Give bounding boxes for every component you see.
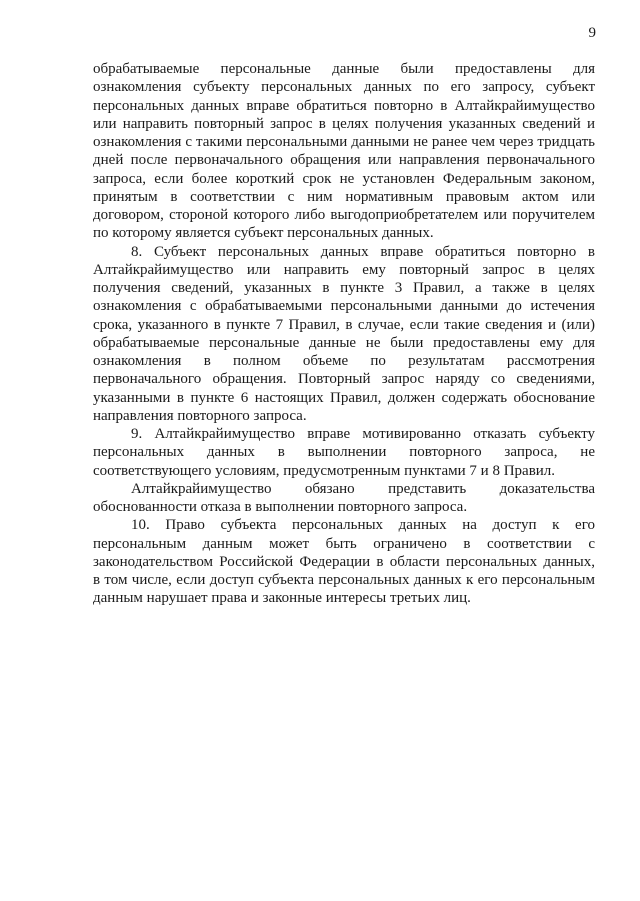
paragraph-p-9: [93, 425, 595, 480]
text-line: срока, указанного в пункте 7 Правил, в случае, если такие сведения и (или): [93, 316, 595, 333]
text-line: направления повторного запроса.: [93, 407, 307, 424]
document-body: [93, 60, 595, 608]
text-line: первоначального обращения. Повторный запрос наряду со сведениями,: [93, 371, 595, 388]
text-line: дней после первоначального обращения или направления первоначального: [93, 152, 595, 169]
text-line: в том числе, если доступ субъекта персональных данных к его персональным: [93, 572, 595, 588]
text-line: Алтайкрайимущество обязано представить доказательства: [131, 480, 595, 497]
text-line: или направить повторный запрос в целях получения указанных сведений и: [93, 115, 595, 132]
page-number: 9: [588, 25, 596, 41]
text-line: законодательством Российской Федерации в области персональных данных,: [93, 553, 595, 570]
text-line: по которому является субъект персональных данных.: [93, 225, 434, 242]
text-line: Алтайкрайимущество или направить ему повторный запрос в целях: [93, 261, 595, 278]
paragraph-p-10: [93, 516, 595, 607]
text-line: 10. Право субъекта персональных данных на доступ к его: [131, 517, 595, 534]
text-line: запроса, если более короткий срок не установлен Федеральным законом,: [93, 170, 595, 187]
text-line: ознакомления в полном объеме по результатам рассмотрения: [93, 353, 595, 369]
paragraph-p-9b: [93, 480, 595, 517]
text-line: ознакомления субъекту персональных данных по его запросу, субъект: [93, 79, 595, 96]
text-line: обрабатываемые персональные данные были предоставлены для: [93, 61, 595, 77]
text-line: данным нарушает права и законные интересы третьих лиц.: [93, 590, 471, 607]
paragraph-p-continuation: [93, 60, 595, 243]
text-line: 8. Субъект персональных данных вправе обратиться повторно в: [131, 243, 595, 260]
text-line: ознакомления с обрабатываемыми персональными данными до истечения: [93, 298, 595, 315]
paragraph-p-8: [93, 243, 595, 426]
text-line: персональных данных в выполнении повторного запроса, не: [93, 444, 595, 461]
text-line: получения сведений, указанных в пункте 3 Правил, а также в целях: [93, 280, 595, 296]
text-line: обрабатываемые персональные данные не были предоставлены ему для: [93, 334, 595, 351]
text-line: договором, стороной которого либо выгодоприобретателем или поручителем: [93, 207, 595, 223]
text-line: указанными в пункте 6 настоящих Правил, должен содержать обоснование: [93, 389, 595, 406]
text-line: 9. Алтайкрайимущество вправе мотивированно отказать субъекту: [131, 426, 595, 442]
text-line: соответствующего условиям, предусмотренным пунктами 7 и 8 Правил.: [93, 462, 556, 479]
text-line: принятым в соответствии с ним нормативным правовым актом или: [93, 188, 595, 205]
text-line: обоснованности отказа в выполнении повторного запроса.: [93, 499, 468, 515]
text-line: ознакомления с такими персональными данными не ранее чем через тридцать: [93, 134, 595, 150]
text-line: персональным данным может быть ограничено в соответствии с: [93, 535, 595, 552]
text-line: персональных данных вправе обратиться повторно в Алтайкрайимущество: [93, 97, 595, 114]
